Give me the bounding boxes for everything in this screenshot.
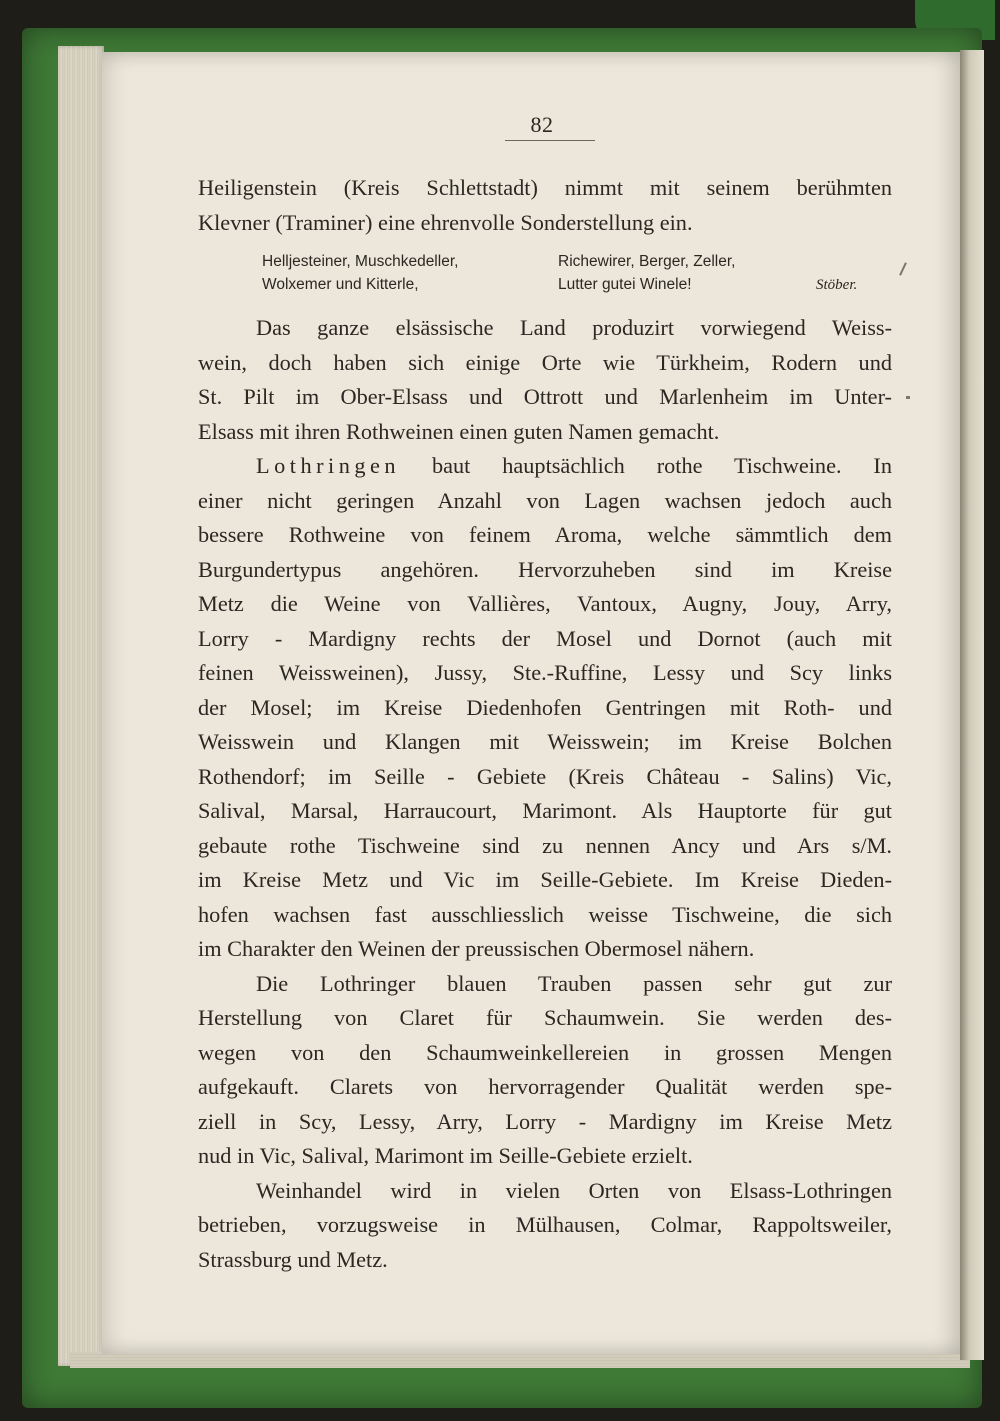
intro-paragraph	[198, 171, 892, 240]
header-rule	[505, 140, 595, 141]
text-line: Heiligenstein (Kreis Schlettstadt) nimmt mit seinem berühmten	[198, 175, 892, 200]
text-line: ziell in Scy, Lessy, Arry, Lorry - Mardigny im Kreise Metz	[198, 1108, 892, 1134]
text-line: St. Pilt im Ober-Elsass und Ottrott und Marlenheim im Unter-	[198, 384, 892, 409]
text-line: gebaute rothe Tischweine sind zu nennen Ancy und Ars s/M.	[198, 832, 892, 858]
spaced-term: Lothringen	[256, 453, 401, 478]
verse-line: Wolxemer und Kitterle,	[262, 276, 419, 293]
text-line: Weinhandel wird in vielen Orten von Elsass-Lothringen	[256, 1177, 892, 1203]
text-line: nud in Vic, Salival, Marimont im Seille-Gebiete erzielt.	[198, 1143, 693, 1168]
verse-line: Helljesteiner, Muschkedeller,	[262, 253, 459, 270]
text-line: im Kreise Metz und Vic im Seille-Gebiete. Im Kreise Dieden-	[198, 867, 892, 892]
text-line: wegen von den Schaumweinkellereien in grossen Mengen	[198, 1039, 892, 1065]
text-line: Rothendorf; im Seille - Gebiete (Kreis Château - Salins) Vic,	[198, 763, 892, 789]
text-line: einer nicht geringen Anzahl von Lagen wachsen jedoch auch	[198, 487, 892, 513]
text-line: Burgundertypus angehören. Hervorzuheben sind im Kreise	[198, 556, 892, 582]
verse-line: Richewirer, Berger, Zeller,	[558, 253, 736, 270]
text-line: betrieben, vorzugsweise in Mülhausen, Colmar, Rappoltsweiler,	[198, 1212, 892, 1237]
text-line: Elsass mit ihren Rothweinen einen guten Namen gemacht.	[198, 418, 720, 444]
gutter	[960, 50, 984, 1360]
verse-column-left	[262, 250, 562, 296]
text-line: Herstellung von Claret für Schaumwein. Sie werden des-	[198, 1005, 892, 1030]
text-line: hofen wachsen fast ausschliesslich weisse Tischweine, die sich	[198, 901, 892, 927]
text-line: aufgekauft. Clarets von hervorragender Qualität werden spe-	[198, 1074, 892, 1099]
text-line: Metz die Weine von Vallières, Vantoux, Augny, Jouy, Arry,	[198, 591, 892, 616]
text-line: im Charakter den Weinen der preussischen Obermosel nähern.	[198, 936, 755, 961]
text-line: Salival, Marsal, Harraucourt, Marimont. Als Hauptorte für gut	[198, 798, 892, 823]
verse-author: Stöber.	[816, 277, 858, 293]
page-edges-bottom	[70, 1352, 970, 1368]
page-edges	[58, 46, 104, 1366]
text-line: Die Lothringer blauen Trauben passen sehr gut zur	[256, 970, 892, 996]
page-number: 82	[530, 112, 554, 137]
text-line: Weisswein und Klangen mit Weisswein; im Kreise Bolchen	[198, 729, 892, 754]
text-line: wein, doch haben sich einige Orte wie Türkheim, Rodern und	[198, 349, 892, 375]
pencil-mark	[906, 396, 910, 399]
text-line: Lothringen baut hauptsächlich rothe Tischweine. In	[256, 453, 892, 478]
verse-line: Lutter gutei Winele!	[558, 276, 692, 293]
verse-column-right	[558, 250, 858, 296]
text-line: Lorry - Mardigny rechts der Mosel und Dornot (auch mit	[198, 625, 892, 651]
text-line: der Mosel; im Kreise Diedenhofen Gentringen mit Roth- und	[198, 694, 892, 720]
text-line: bessere Rothweine von feinem Aroma, welche sämmtlich dem	[198, 522, 892, 547]
paragraph-elsass	[198, 311, 892, 1277]
text-line: Das ganze elsässische Land produzirt vorwiegend Weiss-	[256, 315, 892, 340]
text-line: Strassburg und Metz.	[198, 1246, 388, 1272]
text-line: feinen Weissweinen), Jussy, Ste.-Ruffine, Lessy und Scy links	[198, 660, 892, 685]
text-line: Klevner (Traminer) eine ehrenvolle Sonderstellung ein.	[198, 209, 693, 235]
